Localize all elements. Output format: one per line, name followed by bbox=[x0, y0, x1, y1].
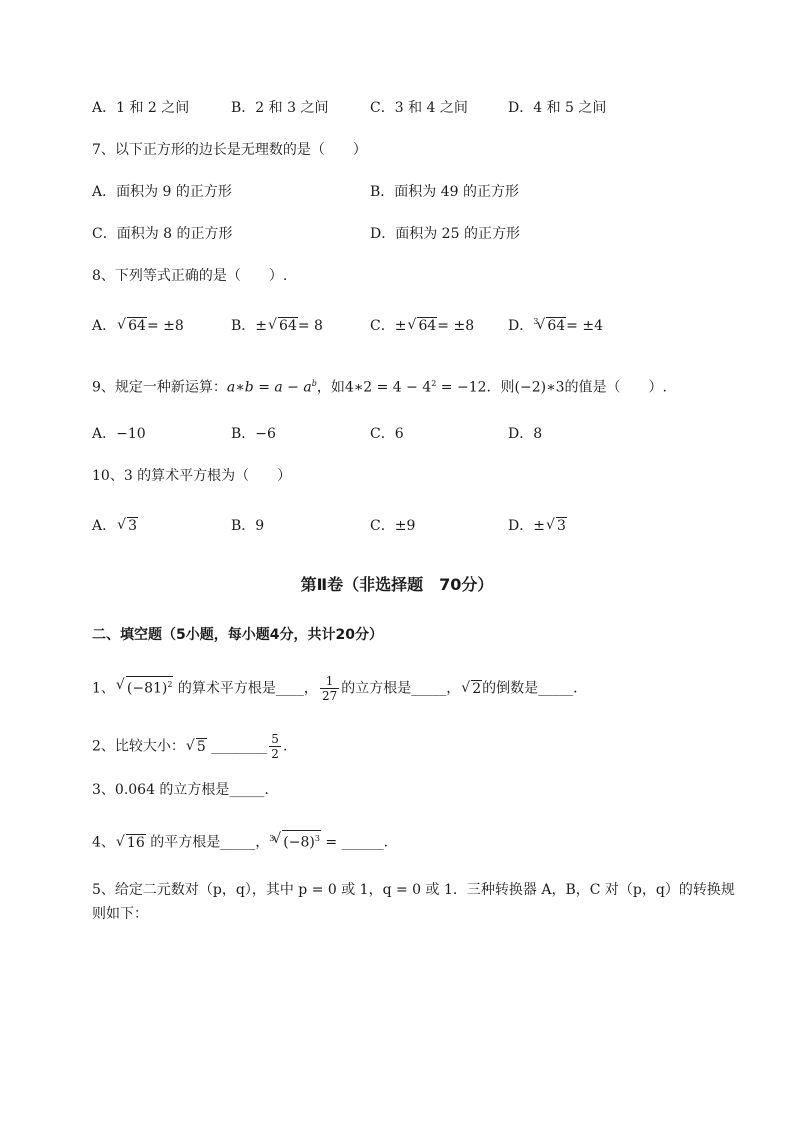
fraction-numerator: 1 bbox=[320, 674, 339, 689]
radicand bbox=[282, 830, 321, 851]
radicand: 64 bbox=[547, 318, 566, 334]
q7-option-c: C．面积为 8 的正方形 bbox=[92, 226, 233, 242]
q10-option-a-label: A． bbox=[92, 518, 117, 534]
q9-rule: a∗b = a − a bbox=[226, 379, 312, 396]
radicand: 64 bbox=[418, 318, 437, 334]
f4-radicand: (−8) bbox=[283, 834, 315, 851]
plus-minus: ± bbox=[255, 318, 268, 334]
q8-option-b-label: B． bbox=[231, 318, 256, 334]
q10-option-d-label: D．± bbox=[508, 518, 545, 534]
q8-option-d bbox=[508, 316, 603, 338]
f1-number: 1、 bbox=[92, 680, 115, 697]
q8-option-c bbox=[370, 316, 474, 336]
f2-prefix: 2、比较大小： bbox=[92, 738, 185, 755]
radicand: 3 bbox=[128, 518, 138, 534]
q9-option-a: A．−10 bbox=[92, 426, 146, 442]
sqrt-sign bbox=[546, 516, 567, 536]
fraction bbox=[269, 732, 281, 761]
fraction bbox=[320, 674, 339, 703]
f4-exponent: 3 bbox=[314, 834, 320, 843]
q9-example-tail: = −12 bbox=[436, 379, 487, 396]
q8-option-a-rhs: = ±8 bbox=[146, 318, 184, 334]
f1-text-1: 的算术平方根是____， bbox=[173, 680, 318, 697]
f1-stem bbox=[92, 674, 578, 703]
q10-option-c: C．±9 bbox=[370, 518, 416, 534]
f4-number: 4、 bbox=[92, 834, 115, 851]
q7-option-b: B．面积为 49 的正方形 bbox=[370, 184, 520, 200]
q8-option-b-rhs: = 8 bbox=[297, 318, 323, 334]
q6-option-c: C．3 和 4 之间 bbox=[370, 100, 468, 116]
plus-minus: ± bbox=[394, 318, 407, 334]
f1-exponent: 2 bbox=[167, 679, 173, 689]
f2-blank: ________ bbox=[206, 738, 268, 755]
q9-prefix: 9、规定一种新运算： bbox=[92, 379, 227, 396]
radicand: 64 bbox=[128, 318, 146, 334]
cube-root-index: 3 bbox=[269, 833, 275, 843]
radicand: 5 bbox=[196, 738, 206, 755]
f2-tail: . bbox=[282, 738, 288, 755]
q10-option-d bbox=[508, 516, 567, 536]
q9-ask: (−2)∗3 bbox=[514, 379, 565, 396]
part2-title: 第Ⅱ卷（非选择题 70分） bbox=[300, 575, 494, 594]
q8-stem: 8、下列等式正确的是（ ）. bbox=[92, 268, 288, 284]
cube-root-sign bbox=[536, 316, 566, 336]
sqrt-sign bbox=[116, 833, 146, 853]
q9-example-exponent: 2 bbox=[431, 379, 437, 388]
q8-option-b bbox=[231, 316, 323, 336]
f3-stem: 3、0.064 的立方根是_____. bbox=[92, 782, 269, 798]
q9-option-b: B．−6 bbox=[231, 426, 276, 442]
q8-option-a-label: A． bbox=[92, 318, 117, 334]
cube-root-index: 3 bbox=[533, 317, 539, 326]
f4-text-2: = ______. bbox=[320, 834, 389, 851]
q8-option-d-rhs: = ±4 bbox=[566, 318, 603, 334]
q9-example: 4∗2 = 4 − 4 bbox=[344, 379, 432, 396]
q9-option-d: D．8 bbox=[508, 426, 543, 442]
f1-radicand: (−81) bbox=[126, 680, 168, 697]
f1-text-3: 的倒数是_____. bbox=[482, 680, 578, 697]
q9-stem bbox=[92, 374, 667, 398]
radicand: 16 bbox=[126, 834, 145, 851]
cube-root-sign bbox=[272, 830, 321, 853]
q6-option-b: B．2 和 3 之间 bbox=[231, 100, 329, 116]
q10-option-b: B．9 bbox=[231, 518, 265, 534]
q8-option-c-rhs: = ±8 bbox=[437, 318, 475, 334]
q8-option-a bbox=[92, 316, 184, 336]
sqrt-sign bbox=[461, 679, 482, 699]
sqrt-sign bbox=[407, 316, 437, 336]
fraction-numerator: 5 bbox=[271, 732, 279, 746]
radicand: 2 bbox=[472, 680, 482, 697]
q7-option-d: D．面积为 25 的正方形 bbox=[370, 226, 520, 242]
f2-stem bbox=[92, 732, 287, 761]
radicand bbox=[126, 676, 174, 697]
f4-text-1: 的平方根是_____， bbox=[145, 834, 270, 851]
sqrt-sign bbox=[117, 516, 138, 536]
radicand: 3 bbox=[556, 518, 566, 534]
sqrt-sign bbox=[117, 316, 147, 336]
sqrt-sign bbox=[186, 737, 207, 757]
f4-stem bbox=[92, 830, 388, 855]
q8-option-c-label: C． bbox=[370, 318, 395, 334]
q9-tail: 的值是（ ）. bbox=[564, 379, 667, 396]
sqrt-sign bbox=[116, 676, 174, 699]
q7-stem: 7、以下正方形的边长是无理数的是（ ） bbox=[92, 142, 367, 158]
q9-rule-exponent: b bbox=[311, 379, 317, 388]
sqrt-sign bbox=[268, 316, 298, 336]
q9-suffix: ．则 bbox=[486, 379, 515, 396]
q7-option-a: A．面积为 9 的正方形 bbox=[92, 184, 232, 200]
q6-option-d: D．4 和 5 之间 bbox=[508, 100, 607, 116]
q10-option-a bbox=[92, 516, 138, 536]
f1-text-2: 的立方根是_____， bbox=[341, 680, 461, 697]
q10-stem: 10、3 的算术平方根为（ ） bbox=[92, 468, 292, 484]
fraction-denominator: 27 bbox=[321, 689, 338, 703]
fraction-denominator: 2 bbox=[271, 747, 279, 761]
f5-stem: 5、给定二元数对（p，q），其中 p = 0 或 1，q = 0 或 1．三种转换器 A，B，C 对（p，q）的转换规则如下： bbox=[92, 882, 735, 922]
q9-middle: ，如 bbox=[316, 379, 345, 396]
radicand: 64 bbox=[279, 318, 297, 334]
q6-option-a: A．1 和 2 之间 bbox=[92, 100, 190, 116]
q9-option-c: C．6 bbox=[370, 426, 404, 442]
q8-option-d-label: D． bbox=[508, 318, 534, 334]
section-fill-in-blank: 二、填空题（5小题，每小题4分，共计20分） bbox=[92, 627, 383, 643]
